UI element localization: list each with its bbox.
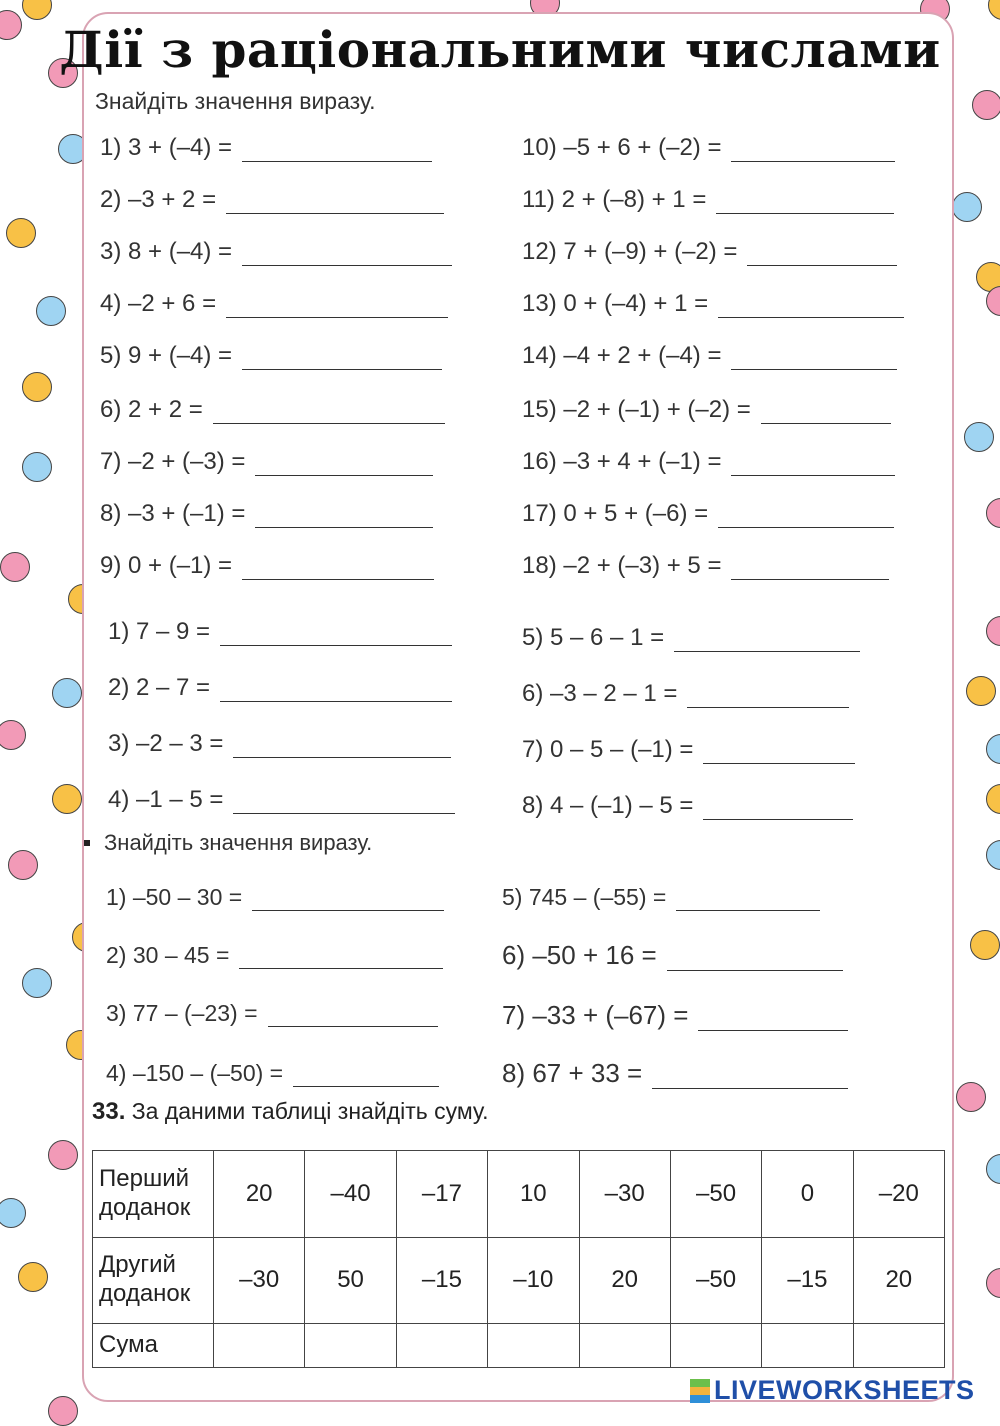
exercise-text: 5) 5 – 6 – 1 = [522,624,665,651]
liveworksheets-logo [690,1375,975,1406]
decor-dot [952,192,982,222]
decor-dot [966,676,996,706]
decor-dot [52,784,82,814]
decor-dot [22,968,52,998]
answer-field[interactable] [213,401,445,424]
exercise-text: 2) 30 – 45 = [106,942,230,968]
exercise-text: 15) –2 + (–1) + (–2) = [522,396,751,423]
exercise-3 [100,238,452,266]
answer-field[interactable] [233,791,455,814]
answer-field[interactable] [239,946,443,969]
decor-dot [36,296,66,326]
exercise3-2 [106,942,443,969]
sum-answer-cell[interactable] [305,1324,396,1368]
exercise-text: 13) 0 + (–4) + 1 = [522,290,709,317]
table-cell: –17 [396,1151,487,1238]
decor-dot [970,930,1000,960]
answer-field[interactable] [226,295,448,318]
table-cell: –50 [670,1237,761,1324]
subtraction-1 [108,618,452,646]
section1-instruction: Знайдіть значення виразу. [95,88,376,114]
answer-field[interactable] [703,797,853,820]
exercise-5 [100,342,442,370]
exercise-text: 3) –2 – 3 = [108,730,224,757]
table-cell: –30 [579,1151,670,1238]
row-label: Другий доданок [93,1237,214,1324]
exercise-15 [522,396,891,424]
answer-field[interactable] [718,505,894,528]
exercise3-4 [106,1060,439,1087]
decor-dot [986,1154,1000,1184]
exercise-18 [522,552,889,580]
exercise-4 [100,290,448,318]
exercise-text: 4) –150 – (–50) = [106,1060,284,1086]
exercise-text: 7) 0 – 5 – (–1) = [522,736,694,763]
decor-dot [6,218,36,248]
decor-dot [48,1396,78,1426]
exercise-text: 10) –5 + 6 + (–2) = [522,134,722,161]
answer-field[interactable] [698,1008,848,1031]
decor-dot [0,720,26,750]
exercise-10 [522,134,895,162]
exercise3-7 [502,1000,848,1031]
decor-dot [972,90,1000,120]
answer-field[interactable] [676,888,820,911]
exercise3-5 [502,884,820,911]
task-33-heading [92,1098,489,1126]
table-cell: 50 [305,1237,396,1324]
table-cell: 20 [214,1151,305,1238]
answer-field[interactable] [242,557,434,580]
exercise-8 [100,500,433,528]
page-title: Дії з раціональними числами [59,20,941,79]
answer-field[interactable] [226,191,444,214]
answer-field[interactable] [703,741,855,764]
answer-field[interactable] [220,623,452,646]
exercise-text: 6) –3 – 2 – 1 = [522,680,678,707]
exercise-text: 11) 2 + (–8) + 1 = [522,186,707,213]
table-row [93,1151,945,1238]
answer-field[interactable] [255,505,433,528]
table-cell: –40 [305,1151,396,1238]
exercise-text: 18) –2 + (–3) + 5 = [522,552,722,579]
exercise-text: 4) –2 + 6 = [100,290,217,317]
exercise-16 [522,448,895,476]
answer-field[interactable] [255,453,433,476]
sum-answer-cell[interactable] [579,1324,670,1368]
decor-dot [986,840,1000,870]
exercise-6 [100,396,445,424]
exercise-text: 8) –3 + (–1) = [100,500,246,527]
exercise-text: 5) 9 + (–4) = [100,342,233,369]
exercise-text: 5) 745 – (–55) = [502,884,667,910]
exercise-text: 12) 7 + (–9) + (–2) = [522,238,738,265]
decor-dot [956,1082,986,1112]
answer-field[interactable] [687,685,849,708]
exercise-text: 14) –4 + 2 + (–4) = [522,342,722,369]
exercise-text: 4) –1 – 5 = [108,786,224,813]
decor-dot [18,1262,48,1292]
exercise-text: 1) 3 + (–4) = [100,134,233,161]
exercise3-3 [106,1000,438,1027]
answer-field[interactable] [268,1004,438,1027]
answer-field[interactable] [731,557,889,580]
answer-field[interactable] [731,453,895,476]
section-bullet [84,840,90,846]
row-label: Перший доданок [93,1151,214,1238]
logo-text: LIVEWORKSHEETS [714,1375,975,1405]
table-cell: 10 [488,1151,579,1238]
decor-dot [986,616,1000,646]
exercise-text: 8) 67 + 33 = [502,1058,643,1088]
subtraction-8 [522,792,853,820]
answer-field[interactable] [242,347,442,370]
table-row [93,1237,945,1324]
exercise-2 [100,186,444,214]
subtraction-4 [108,786,455,814]
sum-answer-cell[interactable] [762,1324,853,1368]
sum-answer-cell[interactable] [214,1324,305,1368]
exercise-text: 2) 2 – 7 = [108,674,211,701]
decor-dot [0,1198,26,1228]
table-cell: –30 [214,1237,305,1324]
table-cell: –50 [670,1151,761,1238]
answer-field[interactable] [233,735,451,758]
decor-dot [986,1268,1000,1298]
exercise-text: 7) –33 + (–67) = [502,1000,689,1030]
row-label: Сума [93,1324,214,1368]
decor-dot [52,678,82,708]
logo-icon [690,1379,710,1403]
exercise-17 [522,500,894,528]
decor-dot [986,498,1000,528]
exercise-11 [522,186,894,214]
subtraction-6 [522,680,849,708]
exercise-13 [522,290,904,318]
answer-field[interactable] [293,1064,439,1087]
table-cell: 20 [853,1237,944,1324]
task-number: 33. [92,1098,126,1125]
exercise-12 [522,238,897,266]
table-row [93,1324,945,1368]
table-cell: –15 [762,1237,853,1324]
decor-dot [22,452,52,482]
answer-field[interactable] [242,139,432,162]
subtraction-2 [108,674,452,702]
exercise-9 [100,552,434,580]
table-cell: 20 [579,1237,670,1324]
answer-field[interactable] [242,243,452,266]
exercise3-8 [502,1058,848,1089]
answer-field[interactable] [652,1066,848,1089]
exercise-text: 7) –2 + (–3) = [100,448,246,475]
exercise-text: 17) 0 + 5 + (–6) = [522,500,709,527]
exercise-text: 16) –3 + 4 + (–1) = [522,448,722,475]
exercise3-6 [502,940,843,971]
answer-field[interactable] [667,948,843,971]
answer-field[interactable] [718,295,904,318]
decor-dot [0,552,30,582]
exercise-text: 2) –3 + 2 = [100,186,217,213]
table-cell: –15 [396,1237,487,1324]
sum-answer-cell[interactable] [670,1324,761,1368]
sum-answer-cell[interactable] [488,1324,579,1368]
decor-dot [8,850,38,880]
exercise-text: 6) –50 + 16 = [502,940,657,970]
subtraction-7 [522,736,855,764]
decor-dot [48,1140,78,1170]
decor-dot [986,734,1000,764]
decor-dot [986,784,1000,814]
sum-table [92,1150,945,1368]
exercise-text: 3) 8 + (–4) = [100,238,233,265]
exercise-text: 3) 77 – (–23) = [106,1000,258,1026]
answer-field[interactable] [747,243,897,266]
task-instruction: За даними таблиці знайдіть суму. [131,1098,489,1124]
answer-field[interactable] [716,191,894,214]
sum-answer-cell[interactable] [396,1324,487,1368]
answer-field[interactable] [731,347,897,370]
exercise-7 [100,448,433,476]
exercise-text: 6) 2 + 2 = [100,396,203,423]
exercise-text: 9) 0 + (–1) = [100,552,233,579]
exercise-14 [522,342,897,370]
answer-field[interactable] [761,401,891,424]
table-cell: –20 [853,1151,944,1238]
exercise3-1 [106,884,444,911]
subtraction-3 [108,730,451,758]
decor-dot [22,0,52,20]
table-cell: –10 [488,1237,579,1324]
answer-field[interactable] [252,888,444,911]
decor-dot [988,0,1000,20]
subtraction-5 [522,624,860,652]
answer-field[interactable] [220,679,452,702]
exercise-text: 1) 7 – 9 = [108,618,211,645]
exercise-text: 1) –50 – 30 = [106,884,243,910]
table-cell: 0 [762,1151,853,1238]
exercise-1 [100,134,432,162]
sum-answer-cell[interactable] [853,1324,944,1368]
decor-dot [964,422,994,452]
section3-instruction: Знайдіть значення виразу. [104,830,373,855]
exercise-text: 8) 4 – (–1) – 5 = [522,792,694,819]
decor-dot [22,372,52,402]
answer-field[interactable] [674,629,860,652]
answer-field[interactable] [731,139,895,162]
